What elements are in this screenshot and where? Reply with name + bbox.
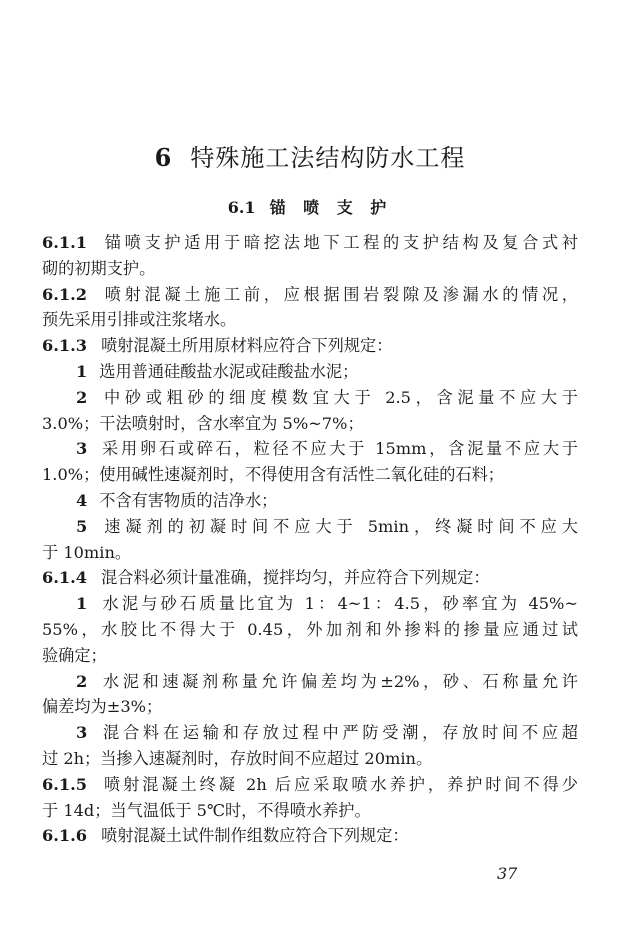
line-text: 验确定； bbox=[42, 645, 107, 665]
clause-number: 6.1.2 bbox=[42, 284, 88, 304]
text-line bbox=[42, 282, 578, 308]
line-text: 预先采用引排或注浆堵水。 bbox=[42, 310, 237, 330]
text-line bbox=[42, 823, 578, 849]
line-text: 混合料必须计量准确，搅拌均匀，并应符合下列规定： bbox=[101, 568, 490, 588]
list-item-line bbox=[42, 488, 578, 514]
text-line bbox=[42, 694, 578, 720]
clause-number: 6.1.5 bbox=[42, 774, 88, 794]
text-line bbox=[42, 746, 578, 772]
item-number: 4 bbox=[76, 490, 88, 510]
item-number: 1 bbox=[76, 594, 88, 614]
item-number: 2 bbox=[76, 387, 88, 407]
line-text: 中砂或粗砂的细度模数宜大于 2.5，含泥量不应大于 bbox=[99, 387, 578, 407]
item-number: 1 bbox=[76, 361, 88, 381]
text-line bbox=[42, 333, 578, 359]
chapter-number: 6 bbox=[154, 143, 173, 172]
line-text: 水泥和速凝剂称量允许偏差均为±2%，砂、石称量允许 bbox=[99, 671, 578, 691]
list-item-line bbox=[42, 385, 578, 411]
chapter-title bbox=[0, 138, 620, 173]
line-text: 过 2h；当掺入速凝剂时，存放时间不应超过 20min。 bbox=[42, 748, 433, 768]
list-item-line bbox=[42, 591, 578, 617]
text-line bbox=[42, 565, 578, 591]
clause-number: 6.1.4 bbox=[42, 568, 88, 588]
line-text: 混合料在运输和存放过程中严防受潮，存放时间不应超 bbox=[99, 723, 578, 743]
text-line bbox=[42, 462, 578, 488]
item-number: 3 bbox=[76, 723, 88, 743]
item-number: 5 bbox=[76, 516, 88, 536]
clause-number: 6.1.3 bbox=[42, 336, 88, 356]
body-text bbox=[42, 230, 578, 849]
line-text: 喷射混凝土所用原材料应符合下列规定： bbox=[101, 336, 393, 356]
line-text: 选用普通硅酸盐水泥或硅酸盐水泥； bbox=[99, 361, 359, 381]
text-line bbox=[42, 540, 578, 566]
line-text: 采用卵石或碎石，粒径不应大于 15mm，含泥量不应大于 bbox=[99, 439, 578, 459]
clause-number: 6.1.1 bbox=[42, 233, 88, 252]
line-text: 砌的初期支护。 bbox=[42, 258, 156, 278]
line-text: 喷射混凝土施工前，应根据围岩裂隙及渗漏水的情况， bbox=[101, 284, 578, 304]
list-item-line bbox=[42, 514, 578, 540]
section-number: 6.1 bbox=[227, 198, 256, 217]
chapter-title-text: 特殊施工法结构防水工程 bbox=[190, 144, 466, 172]
text-line bbox=[42, 772, 578, 798]
line-text: 偏差均为±3%； bbox=[42, 697, 163, 717]
list-item-line bbox=[42, 436, 578, 462]
line-text: 速凝剂的初凝时间不应大于 5min，终凝时间不应大 bbox=[99, 516, 578, 536]
line-text: 喷射混凝土终凝 2h 后应采取喷水养护，养护时间不得少 bbox=[101, 774, 578, 794]
text-line bbox=[42, 798, 578, 824]
line-text: 1.0%；使用碱性速凝剂时，不得使用含有活性二氧化硅的石料； bbox=[42, 465, 504, 485]
line-text: 锚喷支护适用于暗挖法地下工程的支护结构及复合式衬 bbox=[101, 233, 578, 252]
text-line bbox=[42, 230, 578, 256]
line-text: 55%，水胶比不得大于 0.45，外加剂和外掺料的掺量应通过试 bbox=[42, 619, 578, 639]
item-number: 2 bbox=[76, 671, 88, 691]
text-line bbox=[42, 307, 578, 333]
line-text: 3.0%；干法喷射时，含水率宜为 5%~7%； bbox=[42, 413, 364, 433]
list-item-line bbox=[42, 720, 578, 746]
text-line bbox=[42, 256, 578, 282]
line-text: 不含有害物质的洁净水； bbox=[99, 490, 278, 510]
line-text: 喷射混凝土试件制作组数应符合下列规定： bbox=[101, 826, 409, 846]
page-number: 37 bbox=[497, 864, 518, 883]
line-text: 水泥与砂石质量比宜为 1：4~1：4.5，砂率宜为 45%~ bbox=[99, 594, 578, 614]
line-text: 于 10min。 bbox=[42, 542, 132, 562]
section-title bbox=[0, 195, 620, 218]
list-item-line bbox=[42, 359, 578, 385]
section-title-text: 锚 喷 支 护 bbox=[269, 198, 393, 217]
text-line bbox=[42, 643, 578, 669]
list-item-line bbox=[42, 669, 578, 695]
text-line bbox=[42, 617, 578, 643]
clause-number: 6.1.6 bbox=[42, 826, 88, 846]
item-number: 3 bbox=[76, 439, 88, 459]
text-line bbox=[42, 411, 578, 437]
line-text: 于 14d；当气温低于 5℃时，不得喷水养护。 bbox=[42, 800, 371, 820]
